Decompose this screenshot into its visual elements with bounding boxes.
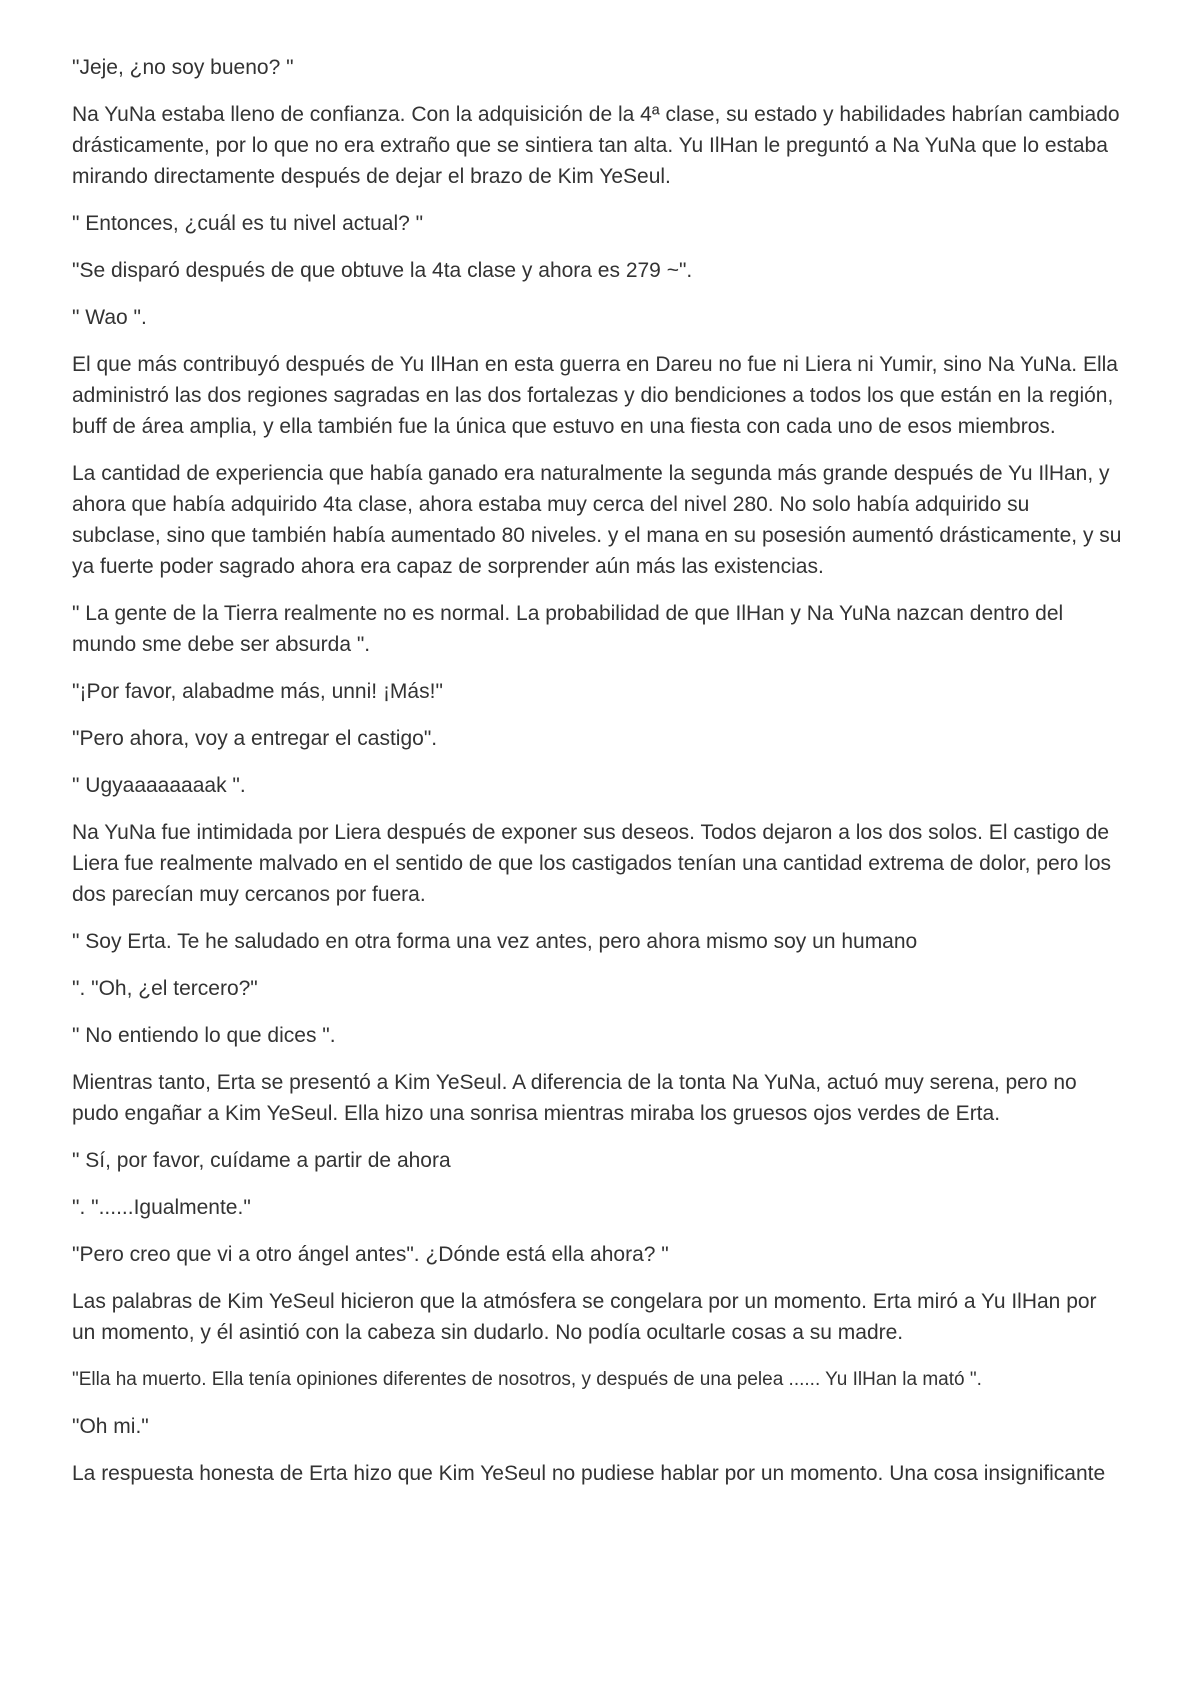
paragraph-21: "Ella ha muerto. Ella tenía opiniones diferentes de nosotros, y después de una pelea ...... Yu IlHan la mató ".	[72, 1369, 982, 1390]
paragraph-12: Na YuNa fue intimidada por Liera después de exponer sus deseos. Todos dejaron a los dos solos. El castigo de Liera fue realmente malvado en el sentido de que los castigados tenían una cantidad extrema de dolor, pero los dos parecían muy cercanos por fuera.	[72, 821, 1112, 906]
paragraph-8: " La gente de la Tierra realmente no es normal. La probabilidad de que IlHan y Na YuNa nazcan dentro del mundo sme debe ser absurda ".	[72, 602, 1064, 656]
paragraph-10: "Pero ahora, voy a entregar el castigo".	[72, 727, 438, 750]
paragraph-11: " Ugyaaaaaaaak ".	[72, 774, 246, 797]
paragraph-3: " Entonces, ¿cuál es tu nivel actual? "	[72, 212, 424, 235]
paragraph-5: " Wao ".	[72, 306, 147, 329]
paragraph-15: " No entiendo lo que dices ".	[72, 1024, 336, 1047]
paragraph-17: " Sí, por favor, cuídame a partir de ahora	[72, 1149, 451, 1172]
document-page	[72, 52, 1122, 1505]
paragraph-22: "Oh mi."	[72, 1415, 149, 1438]
paragraph-9: "¡Por favor, alabadme más, unni! ¡Más!"	[72, 680, 443, 703]
paragraph-20: Las palabras de Kim YeSeul hicieron que la atmósfera se congelara por un momento. Erta miró a Yu IlHan por un momento, y él asintió con la cabeza sin dudarlo. No podía ocultarle cosas a su madre.	[72, 1290, 1097, 1344]
paragraph-16: Mientras tanto, Erta se presentó a Kim YeSeul. A diferencia de la tonta Na YuNa, actuó muy serena, pero no pudo engañar a Kim YeSeul. Ella hizo una sonrisa mientras miraba los gruesos ojos verdes de Erta.	[72, 1071, 1077, 1125]
paragraph-18: ". "......Igualmente."	[72, 1196, 251, 1219]
paragraph-13: " Soy Erta. Te he saludado en otra forma una vez antes, pero ahora mismo soy un humano	[72, 930, 918, 953]
paragraph-4: "Se disparó después de que obtuve la 4ta clase y ahora es 279 ~".	[72, 259, 693, 282]
paragraph-1: "Jeje, ¿no soy bueno? "	[72, 56, 294, 79]
paragraph-2: Na YuNa estaba lleno de confianza. Con la adquisición de la 4ª clase, su estado y habilidades habrían cambiado drásticamente, por lo que no era extraño que se sintiera tan alta. Yu IlHan le preguntó a Na YuNa que lo estaba mirando directamente después de dejar el brazo de Kim YeSeul.	[72, 103, 1120, 188]
paragraph-23: La respuesta honesta de Erta hizo que Kim YeSeul no pudiese hablar por un momento. Una cosa insignificante	[72, 1462, 1106, 1485]
paragraph-14: ". "Oh, ¿el tercero?"	[72, 977, 258, 1000]
paragraph-7: La cantidad de experiencia que había ganado era naturalmente la segunda más grande después de Yu IlHan, y ahora que había adquirido 4ta clase, ahora estaba muy cerca del nivel 280. No solo había adquirido su subclase, sino que también había aumentado 80 niveles. y el mana en su posesión aumentó drásticamente, y su ya fuerte poder sagrado ahora era capaz de sorprender aún más las existencias.	[72, 462, 1122, 578]
paragraph-19: "Pero creo que vi a otro ángel antes". ¿Dónde está ella ahora? "	[72, 1243, 669, 1266]
paragraph-6: El que más contribuyó después de Yu IlHan en esta guerra en Dareu no fue ni Liera ni Yumir, sino Na YuNa. Ella administró las dos regiones sagradas en las dos fortalezas y dio bendiciones a todos los que están en la región, buff de área amplia, y ella también fue la única que estuvo en una fiesta con cada uno de esos miembros.	[72, 353, 1118, 438]
